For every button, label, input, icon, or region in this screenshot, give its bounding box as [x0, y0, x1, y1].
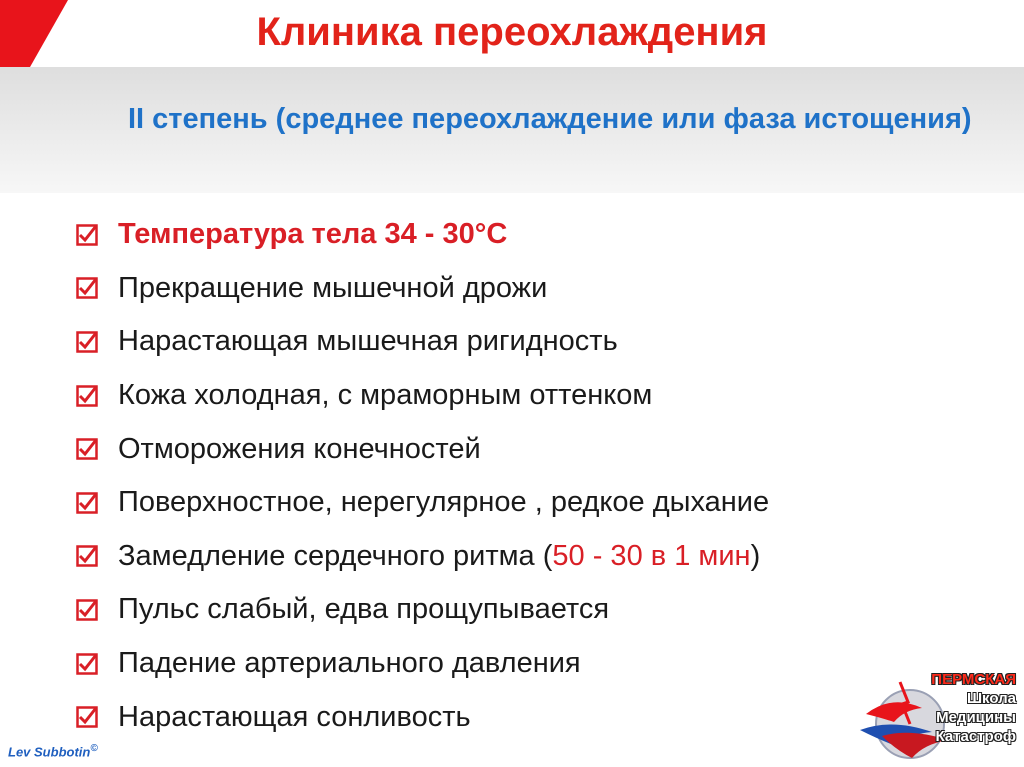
list-item-text — [118, 540, 760, 573]
list-item-text: Нарастающая сонливость — [118, 700, 471, 733]
slide-title: Клиника переохлаждения — [256, 10, 768, 54]
list-item — [76, 530, 1016, 584]
list-item-text: Пульс слабый, едва прощупывается — [118, 593, 610, 626]
list-item — [76, 262, 1016, 316]
list-item — [76, 208, 1016, 262]
list-item — [76, 315, 1016, 369]
list-item — [76, 422, 1016, 476]
logo-line-1: ПЕРМСКАЯ — [931, 671, 1016, 688]
slide-subtitle: II степень (среднее переохлаждение или фаза истощения) — [128, 103, 972, 135]
list-item-text: Прекращение мышечной дрожи — [118, 271, 548, 304]
checkbox-checked-icon — [76, 653, 98, 675]
copyright-mark: © — [90, 743, 98, 754]
logo-text — [931, 670, 1016, 746]
school-logo — [852, 664, 1022, 764]
heart-rate-value: 50 - 30 в 1 мин — [552, 539, 751, 572]
list-item-text: Отморожения конечностей — [118, 432, 481, 465]
logo-line-3: Медицины — [936, 709, 1016, 726]
checkbox-checked-icon — [76, 438, 98, 460]
checkbox-checked-icon — [76, 706, 98, 728]
list-item-text: Нарастающая мышечная ригидность — [118, 325, 618, 358]
list-item-text: Падение артериального давления — [118, 647, 581, 680]
logo-line-2: Школа — [966, 690, 1016, 707]
checkbox-checked-icon — [76, 385, 98, 407]
author-credit — [8, 743, 98, 759]
checkbox-checked-icon — [76, 492, 98, 514]
checkbox-checked-icon — [76, 224, 98, 246]
list-item — [76, 583, 1016, 637]
list-item-text-suffix: ) — [750, 539, 761, 572]
checkbox-checked-icon — [76, 277, 98, 299]
list-item — [76, 476, 1016, 530]
checkbox-checked-icon — [76, 331, 98, 353]
logo-line-4: Катастроф — [935, 728, 1016, 745]
list-item-text-prefix: Замедление сердечного ритма ( — [118, 539, 553, 572]
checkbox-checked-icon — [76, 599, 98, 621]
list-item-text: Поверхностное, нерегулярное , редкое дыхание — [118, 486, 770, 519]
author-name: Lev Subbotin — [8, 744, 91, 760]
list-item-text: Температура тела 34 - 30°С — [118, 218, 508, 251]
list-item-text: Кожа холодная, с мраморным оттенком — [118, 379, 653, 412]
checkbox-checked-icon — [76, 545, 98, 567]
list-item — [76, 369, 1016, 423]
